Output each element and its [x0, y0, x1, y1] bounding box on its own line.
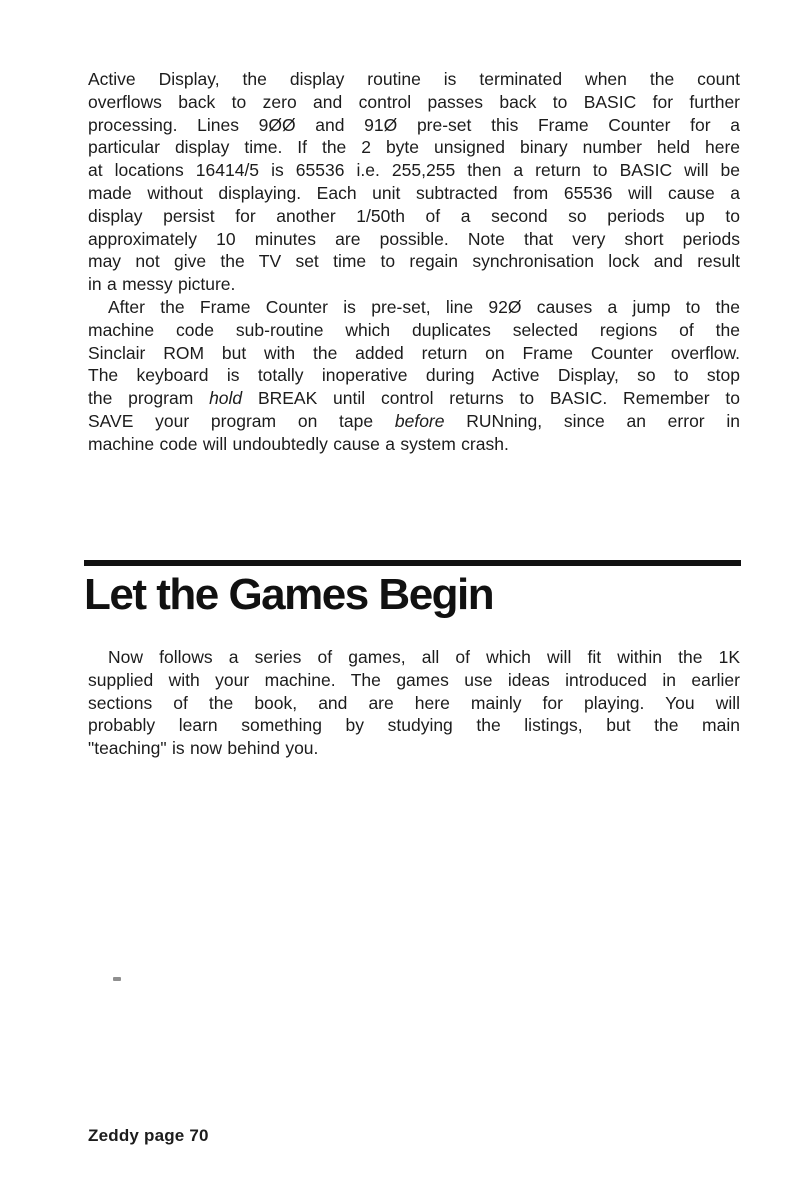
- text-line: may not give the TV set time to regain synchronisation lock and result: [88, 251, 740, 272]
- text-line: in a messy picture.: [88, 274, 236, 295]
- text-line: approximately 10 minutes are possible. Note that very short periods: [88, 228, 740, 249]
- text-segment: BREAK until control returns to BASIC. Remember to: [242, 388, 740, 409]
- paragraph-frame-counter: [88, 296, 740, 456]
- text-line: display persist for another 1/50th of a second so periods up to: [88, 205, 740, 226]
- section-divider-rule: [84, 560, 741, 566]
- text-line: Sinclair ROM but with the added return on Frame Counter overflow.: [88, 342, 740, 363]
- text-line: probably learn something by studying the listings, but the main: [88, 715, 740, 736]
- text-segment: the program: [88, 388, 210, 409]
- text-line: machine code will undoubtedly cause a system crash.: [88, 433, 509, 454]
- text-segment: RUNning, since an error in: [444, 410, 740, 431]
- scan-speck: [113, 977, 121, 981]
- section-heading: Let the Games Begin: [84, 570, 494, 619]
- text-line: overflows back to zero and control passes back to BASIC for further: [88, 91, 740, 112]
- italic-word: before: [394, 410, 445, 431]
- paragraph-games-intro: [88, 646, 740, 760]
- text-line: particular display time. If the 2 byte unsigned binary number held here: [88, 137, 740, 158]
- text-line: at locations 16414/5 is 65536 i.e. 255,255 then a return to BASIC will be: [88, 160, 740, 181]
- text-line: sections of the book, and are here mainly for playing. You will: [88, 692, 740, 713]
- text-line: The keyboard is totally inoperative during Active Display, so to stop: [88, 365, 740, 386]
- text-column: [88, 68, 740, 456]
- text-line: machine code sub-routine which duplicates selected regions of the: [88, 319, 740, 340]
- paragraph-active-display: [88, 68, 740, 296]
- text-line: processing. Lines 9ØØ and 91Ø pre-set this Frame Counter for a: [88, 114, 740, 135]
- text-line: [88, 410, 740, 433]
- text-line: [88, 387, 740, 410]
- text-line: supplied with your machine. The games use ideas introduced in earlier: [88, 669, 740, 690]
- text-line: Active Display, the display routine is terminated when the count: [88, 69, 740, 89]
- text-line: "teaching" is now behind you.: [88, 738, 319, 759]
- text-line: made without displaying. Each unit subtracted from 65536 will cause a: [88, 182, 740, 203]
- page-footer: Zeddy page 70: [88, 1126, 209, 1145]
- text-segment: SAVE your program on tape: [88, 410, 395, 431]
- italic-word: hold: [209, 388, 243, 409]
- text-line: After the Frame Counter is pre-set, line 92Ø causes a jump to the: [108, 296, 740, 317]
- text-line: Now follows a series of games, all of which will fit within the 1K: [108, 647, 740, 667]
